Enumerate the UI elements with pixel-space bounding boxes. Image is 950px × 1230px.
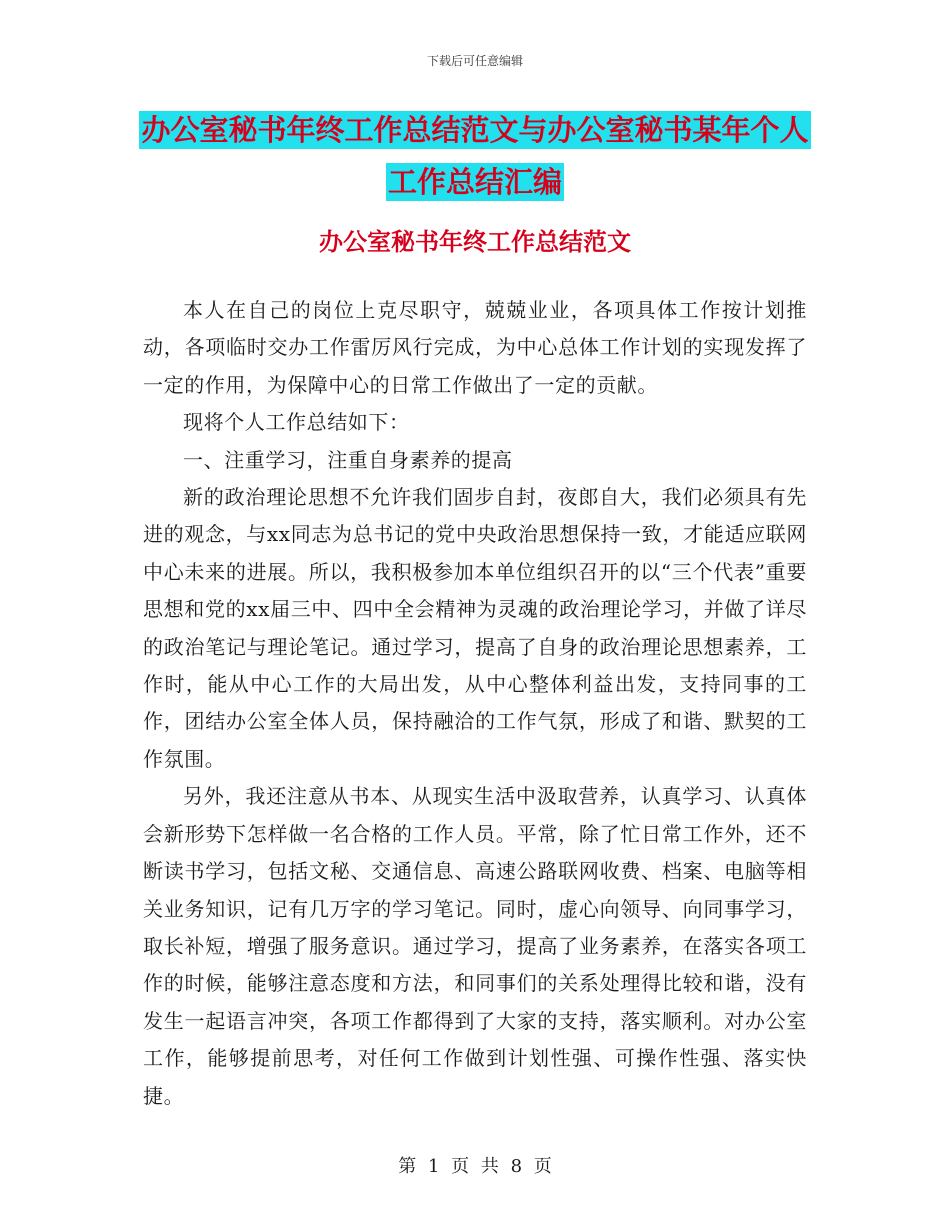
- document-title: [0, 104, 950, 208]
- paragraph: 现将个人工作总结如下：: [183, 410, 410, 435]
- document-body: [143, 292, 807, 1115]
- header-note: 下载后可任意编辑: [426, 54, 523, 68]
- section-title: 办公室秘书年终工作总结范文: [319, 227, 631, 256]
- paragraph-heading: 一、注重学习，注重自身素养的提高: [183, 447, 513, 472]
- title-line-2: 工作总结汇编: [387, 165, 562, 199]
- paragraph: 另外，我还注意从书本、从现实生活中汲取营养，认真学习、认真体会新形势下怎样做一名合格的工作人员。平常，除了忙日常工作外，还不断读书学习，包括文秘、交通信息、高速公路联网收费、档案、电脑等相关业务知识，记有几万字的学习笔记。同时，虚心向领导、向同事学习，取长补短，增强了服务意识。通过学习，提高了业务素养，在落实各项工作的时候，能够注意态度和方法，和同事们的关系处理得比较和谐，没有发生一起语言冲突，各项工作都得到了大家的支持，落实顺利。对办公室工作，能够提前思考，对任何工作做到计划性强、可操作性强、落实快捷。: [143, 784, 807, 1108]
- page-footer: 第 1 页 共 8 页: [398, 1156, 552, 1177]
- title-line-1: 办公室秘书年终工作总结范文与办公室秘书某年个人: [141, 113, 809, 147]
- paragraph: 新的政治理论思想不允许我们固步自封，夜郎自大，我们必须具有先进的观念，与xx同志为总书记的党中央政治思想保持一致，才能适应联网中心未来的进展。所以，我积极参加本单位组织召开的以“三个代表”重要思想和党的xx届三中、四中全会精神为灵魂的政治理论学习，并做了详尽的政治笔记与理论笔记。通过学习，提高了自身的政治理论思想素养，工作时，能从中心工作的大局出发，从中心整体利益出发，支持同事的工作，团结办公室全体人员，保持融洽的工作气氛，形成了和谐、默契的工作氛围。: [143, 485, 807, 771]
- paragraph: 本人在自己的岗位上克尽职守，兢兢业业，各项具体工作按计划推动，各项临时交办工作雷厉风行完成，为中心总体工作计划的实现发挥了一定的作用，为保障中心的日常工作做出了一定的贡献。: [143, 298, 807, 397]
